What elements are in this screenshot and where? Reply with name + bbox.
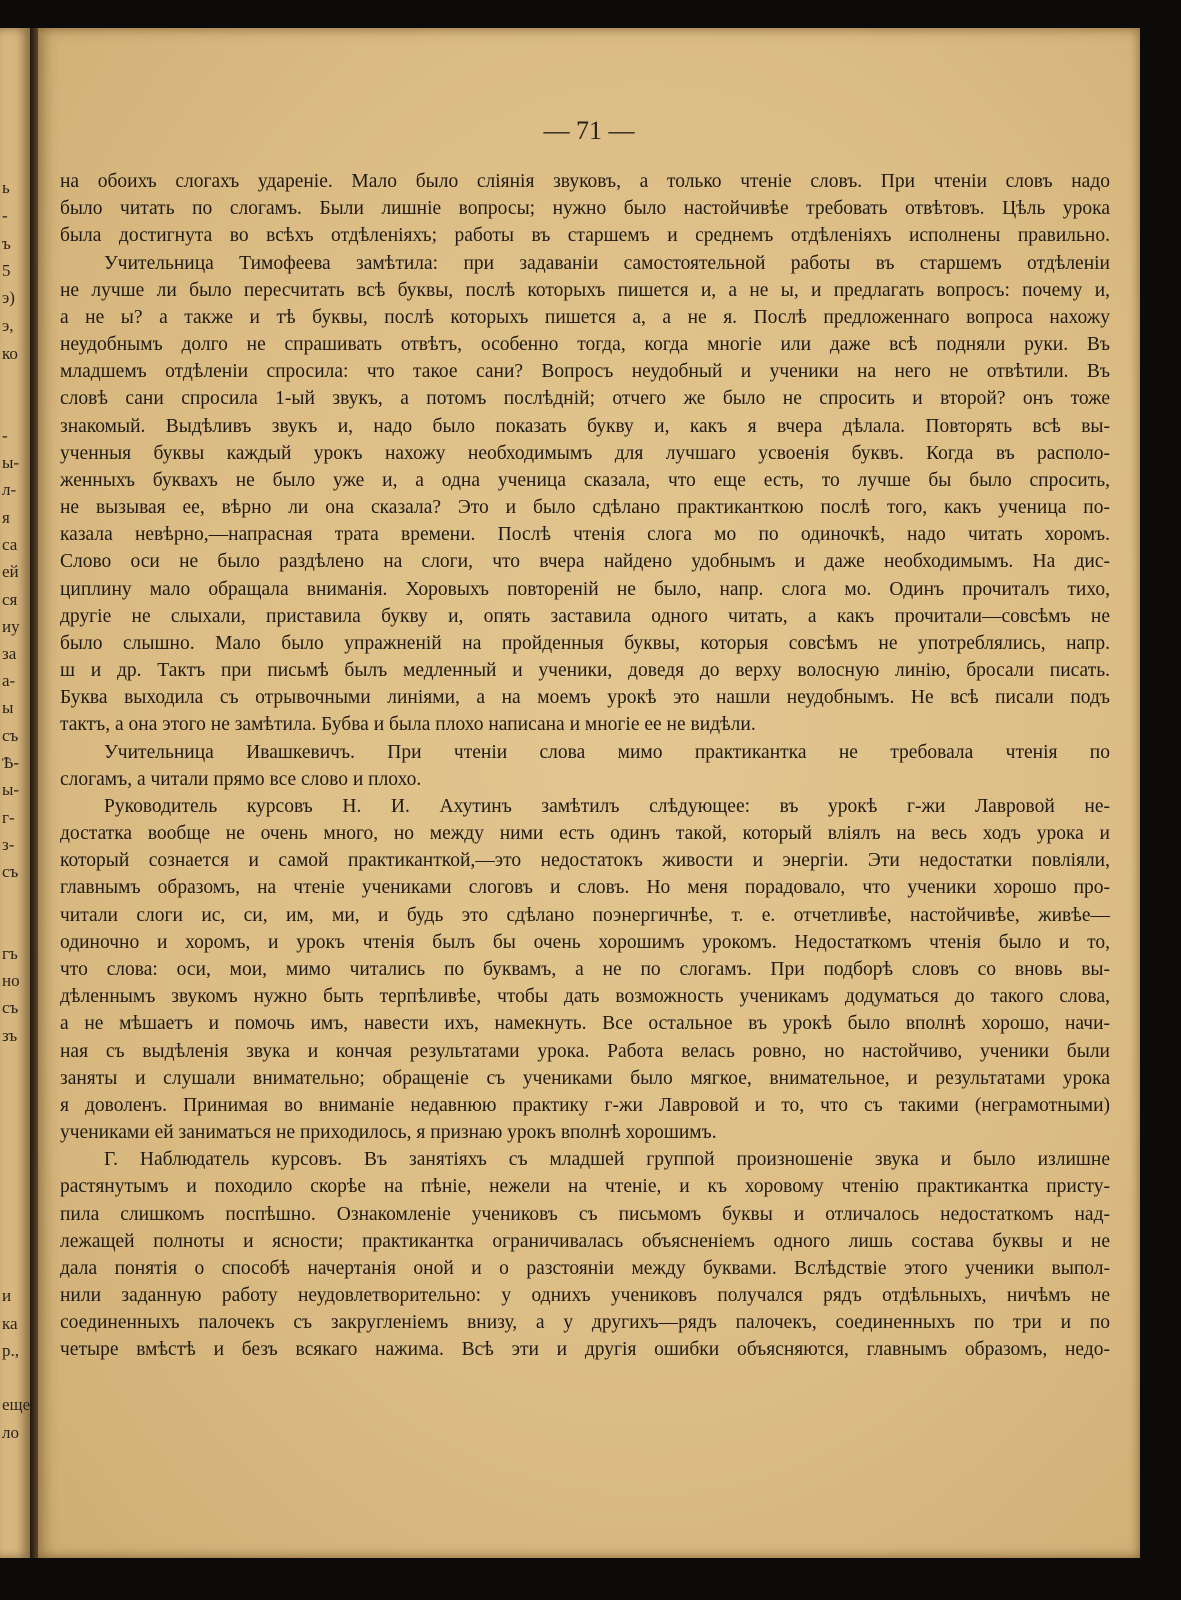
fragment: р., <box>2 1341 19 1360</box>
fragment: ся <box>2 590 18 609</box>
fragment: гъ <box>2 944 18 963</box>
fragment: з- <box>2 835 15 854</box>
fragment: за <box>2 644 17 663</box>
fragment: ы <box>2 698 14 717</box>
fragment: 5 <box>2 261 11 280</box>
fragment: ло <box>2 1423 19 1442</box>
text-line: ная съ выдѣленія звука и кончая результатами урока. Работа велась ровно, но настойчиво, ученики были <box>60 1040 1110 1062</box>
text-line: что слова: оси, мои, мимо читались по буквамъ, а не по слогамъ. При подборѣ словъ со вновь вы- <box>60 958 1110 980</box>
fragment: съ <box>2 998 19 1017</box>
text-line: дала понятія о способѣ начертанія оной и о разстояніи между буквами. Вслѣдствіе этого ученики выпол- <box>60 1257 1110 1279</box>
text-line: другіе не слыхали, приставила букву и, опять заставила одного читать, а какъ прочитали—совсѣмъ не <box>60 605 1110 627</box>
text-line: растянутымъ и походило скорѣе на пѣніе, нежели на чтеніе, и къ хоровому чтенію практикантка присту- <box>60 1176 1110 1198</box>
fragment: и <box>2 1286 12 1305</box>
text-line: неудобнымъ долго не спрашивать отвѣтъ, особенно тогда, когда многіе или даже всѣ подняли руки. Въ <box>60 334 1110 356</box>
fragment: я <box>2 508 10 527</box>
previous-page-text-fragments <box>0 28 30 1558</box>
fragment: ей <box>2 562 19 581</box>
text-line: дѣленнымъ звукомъ нужно быть терпѣливѣе, чтобы дать возможность ученикамъ додуматься до такого слова, <box>60 986 1110 1008</box>
text-line: ш и др. Тактъ при письмѣ былъ медленный и ученики, доведя до верху волосную линію, бросали писать. <box>60 660 1110 682</box>
fragment: ы- <box>2 453 20 472</box>
text-line: словѣ сани спросила 1-ый звукъ, а потомъ послѣдній; отчего же было не спросить и второй? онъ тоже <box>60 388 1110 410</box>
text-line: циплину мало обращала вниманія. Хоровыхъ повтореній не было, напр. слога мо. Одинъ прочиталъ тихо, <box>60 578 1110 600</box>
fragment: са <box>2 535 18 554</box>
text-line: Учительница Ивашкевичъ. При чтеніи слова мимо практикантка не требовала чтенія по <box>104 741 1110 763</box>
book-page <box>38 28 1140 1558</box>
text-line: Слово оси не было раздѣлено на слоги, что вчера найдено удобнымъ и даже необходимымъ. На дис- <box>60 551 1110 573</box>
text-line: была достигнута во всѣхъ отдѣленіяхъ; работы въ старшемъ и среднемъ отдѣленіяхъ исполнены правильно. <box>60 225 1110 247</box>
text-line: Г. Наблюдатель курсовъ. Въ занятіяхъ съ младшей группой произношеніе звука и было излишне <box>104 1149 1110 1171</box>
text-line: Руководитель курсовъ Н. И. Ахутинъ замѣтилъ слѣдующее: въ урокѣ г-жи Лавровой не- <box>104 795 1110 817</box>
text-line: на обоихъ слогахъ удареніе. Мало было сліянія звуковъ, а только чтеніе словъ. При чтеніи словъ надо <box>60 171 1110 192</box>
text-line: не лучше ли было пересчитать всѣ буквы, послѣ которыхъ пишется и, а не ы, и предлагать вопросъ: почему и, <box>60 279 1110 301</box>
fragment: иу <box>2 617 20 636</box>
text-line: учениками ей заниматься не приходилось, я признаю урокъ вполнѣ хорошимъ. <box>60 1122 717 1144</box>
text-line: лежащей полноты и ясности; практикантка ограничивалась объясненіемъ одного лишь состава буквы и не <box>60 1230 1110 1252</box>
text-line: заняты и слушали внимательно; обращеніе съ учениками было мягкое, внимательное, и результатами урока <box>60 1067 1110 1089</box>
text-line: нили заданную работу неудовлетворительно: у однихъ учениковъ получался рядъ отдѣльныхъ, ничѣмъ не <box>60 1285 1110 1307</box>
text-line: который сознается и самой практиканткой,—это недостатокъ живости и энергіи. Эти недостатки повліяли, <box>60 850 1110 872</box>
text-line: было слышно. Мало было упражненій на пройденныя буквы, которыя совсѣмъ не употреблялись, напр. <box>60 632 1110 654</box>
fragment: ы- <box>2 780 20 799</box>
text-line: пила слишкомъ поспѣшно. Ознакомленіе учениковъ съ письмомъ буквы и отличалось недостаткомъ над- <box>60 1203 1110 1225</box>
text-line: я доволенъ. Принимая во вниманіе недавнюю практику г-жи Лавровой и то, что съ такими (неграмотными) <box>60 1094 1110 1116</box>
text-line: соединенныхъ палочекъ съ закругленіемъ внизу, а у другихъ—рядъ палочекъ, соединенныхъ по три и по <box>60 1312 1110 1334</box>
fragment: э, <box>2 316 14 335</box>
fragment: г- <box>2 808 15 827</box>
text-line: а не мѣшаетъ и помочь имъ, навести ихъ, намекнуть. Все остальное въ урокѣ было вполнѣ хорошо, начи- <box>60 1013 1110 1035</box>
text-line: младшемъ отдѣленіи спросила: что такое сани? Вопросъ неудобный и ученики на него не отвѣтили. Въ <box>60 361 1110 383</box>
text-line: не вызывая ее, вѣрно ли она сказала? Это и было сдѣлано практиканткою послѣ того, какъ ученица по- <box>60 497 1110 519</box>
text-line: знакомый. Выдѣливъ звукъ и, надо было показать букву и, какъ я вчера дѣлала. Повторять всѣ вы- <box>60 415 1110 437</box>
text-line: достатка вообще не очень много, но между ними есть одинъ такой, который вліялъ на весь ходъ урока и <box>60 823 1110 845</box>
text-line: казала невѣрно,—напрасная трата времени. Послѣ чтенія слога мо по одиночкѣ, надо читать хоромъ. <box>60 524 1110 546</box>
fragment: а- <box>2 671 16 690</box>
page-number: — 71 — <box>543 116 635 145</box>
fragment: Ѣ- <box>2 753 20 772</box>
text-line: четыре вмѣстѣ и безъ всякаго нажима. Всѣ эти и другія ошибки объясняются, главнымъ образомъ, недо- <box>60 1339 1110 1361</box>
text-line: женныхъ буквахъ не было уже и, а одна ученица сказала, что еще есть, то лучше бы было спросить, <box>60 469 1110 491</box>
previous-page-edge <box>0 28 30 1558</box>
fragment: - <box>2 426 8 445</box>
page-body <box>60 168 1110 1364</box>
fragment: э) <box>2 288 15 307</box>
text-line: было читать по слогамъ. Были лишніе вопросы; нужно было настойчивѣе требовать отвѣтовъ. Цѣль урока <box>60 198 1110 220</box>
text-line: одиночно и хоромъ, и урокъ чтенія былъ бы очень хорошимъ урокомъ. Недостаткомъ чтенія было и то, <box>60 931 1110 953</box>
text-line: ученныя буквы каждый урокъ нахожу необходимымъ для лучшаго усвоенія буквъ. Когда въ располо- <box>60 442 1110 464</box>
fragment: еще <box>2 1395 31 1414</box>
fragment: зъ <box>2 1026 18 1045</box>
fragment: ъ <box>2 234 11 253</box>
fragment: - <box>2 206 8 225</box>
text-line: тактъ, а она этого не замѣтила. Бубва и была плохо написана и многіе ее не видѣли. <box>60 714 756 736</box>
text-line: слогамъ, а читали прямо все слово и плохо. <box>60 768 422 790</box>
text-line: Буква выходила съ отрывочными линіями, а на моемъ урокѣ это нашли неудобнымъ. Не всѣ писали подъ <box>60 687 1110 709</box>
fragment: но <box>2 971 20 990</box>
text-line: главнымъ образомъ, на чтеніе учениками слоговъ и словъ. Но меня порадовало, что ученики хорошо про- <box>60 877 1110 899</box>
fragment: ь <box>2 178 10 197</box>
text-line: читали слоги ис, си, им, ми, и будь это сдѣлано поэнергичнѣе, т. е. отчетливѣе, настойчивѣе, живѣе— <box>60 904 1110 926</box>
text-line: Учительница Тимофеева замѣтила: при задаваніи самостоятельной работы въ старшемъ отдѣленіи <box>104 252 1110 274</box>
fragment: л- <box>2 480 17 499</box>
text-line: а не ы? а также и тѣ буквы, послѣ которыхъ пишется а, а не я. Послѣ предложеннаго вопроса нахожу <box>60 306 1110 328</box>
fragment: съ <box>2 726 19 745</box>
fragment: ко <box>2 344 18 363</box>
fragment: съ <box>2 862 19 881</box>
fragment: ка <box>2 1314 18 1333</box>
